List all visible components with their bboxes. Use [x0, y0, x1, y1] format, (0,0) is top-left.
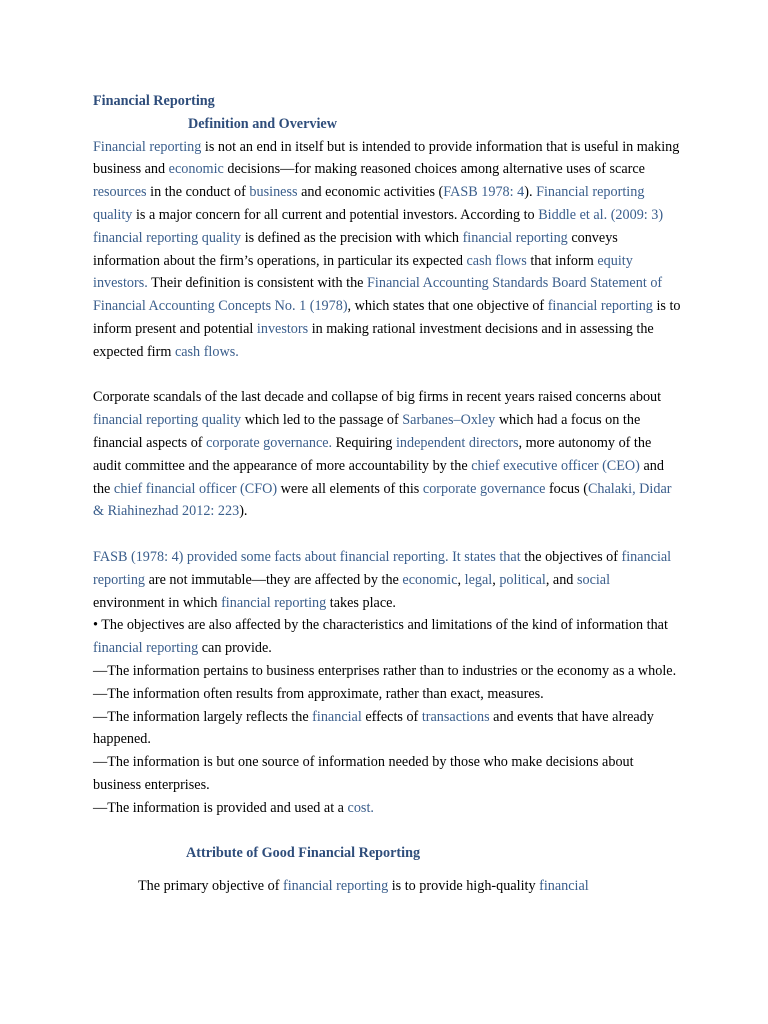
hyperlink[interactable]: cash flows. [174, 343, 239, 360]
hyperlink[interactable]: financial reporting [93, 640, 199, 657]
text-run: is to inform present and potential [93, 298, 681, 337]
text-run: effects of [361, 708, 422, 725]
hyperlink[interactable]: cost. [347, 799, 374, 816]
hyperlink[interactable]: financial [312, 708, 362, 725]
hyperlink[interactable]: Sarbanes–Oxley [402, 412, 496, 429]
hyperlink[interactable]: financial reporting quality [93, 229, 242, 246]
paragraph-definition [93, 136, 683, 364]
text-run: The primary objective of [138, 878, 283, 895]
hyperlink[interactable]: legal [464, 571, 493, 588]
hyperlink[interactable]: economic [168, 161, 224, 178]
text-run: environment in which [93, 594, 222, 611]
text-run: are not immutable—they are affected by the [145, 571, 403, 588]
text-run: in making rational investment decisions and in assessing the expected firm [93, 320, 654, 360]
hyperlink[interactable]: chief executive officer (CEO) [471, 457, 640, 474]
text-run: decisions—for making reasoned choices among alternative uses of scarce [223, 161, 645, 178]
hyperlink[interactable]: equity investors. [93, 252, 633, 292]
text-run: ). [239, 503, 248, 520]
hyperlink[interactable]: Financial Accounting Standards Board Statement of Financial Accounting Concepts No. 1 (1978) [93, 275, 663, 315]
hyperlink[interactable]: Financial reporting quality [93, 184, 645, 223]
text-run: is a major concern for all current and potential investors. According to [132, 206, 539, 223]
hyperlink[interactable]: investors [256, 320, 309, 337]
list-item-dash-cost [93, 797, 683, 820]
paragraph-fasb-facts [93, 546, 683, 614]
text-run: takes place. [326, 594, 396, 611]
hyperlink[interactable]: financial [539, 878, 589, 895]
text-run: can provide. [198, 640, 272, 657]
hyperlink[interactable]: corporate governance. [206, 434, 333, 451]
text-run: • The objectives are also affected by the characteristics and limitations of the kind of information that [93, 617, 668, 634]
text-run: , [492, 571, 500, 588]
text-run: , which states that one objective of [347, 298, 548, 315]
hyperlink[interactable]: political [499, 571, 546, 588]
document-body [93, 90, 683, 898]
text-run: is not an end in itself but is intended to provide information that is useful in making business and [93, 138, 680, 178]
text-run: —The information often results from approximate, rather than exact, measures. [93, 685, 544, 702]
hyperlink[interactable]: business [249, 184, 298, 201]
hyperlink[interactable]: financial reporting [93, 548, 672, 588]
text-run: is defined as the precision with which [241, 229, 463, 246]
paragraph-scandals [93, 386, 683, 523]
hyperlink[interactable]: social [576, 571, 611, 588]
hyperlink[interactable]: transactions [421, 708, 490, 725]
text-run: Corporate scandals of the last decade and collapse of big firms in recent years raised concerns about [93, 389, 662, 406]
hyperlink[interactable]: financial reporting [221, 594, 327, 611]
hyperlink[interactable]: resources [93, 184, 147, 201]
hyperlink[interactable]: FASB (1978: 4) provided some facts about financial reporting. It states that [93, 548, 521, 565]
hyperlink[interactable]: independent directors [395, 434, 519, 451]
text-run: and economic activities ( [297, 184, 444, 201]
text-run: focus ( [545, 480, 588, 497]
hyperlink[interactable]: chief financial officer (CFO) [113, 480, 278, 497]
list-item-dash-approximate [93, 683, 683, 706]
paragraph-primary-objective [93, 875, 683, 898]
text-run: and events that have already happened. [93, 708, 654, 748]
list-item-dash-pertains [93, 660, 683, 683]
hyperlink[interactable]: Biddle et al. (2009: 3) [538, 206, 664, 223]
hyperlink[interactable]: financial reporting [462, 229, 568, 246]
text-run: which led to the passage of [241, 412, 403, 429]
hyperlink[interactable]: FASB 1978: 4 [443, 184, 525, 201]
text-run: and the [93, 457, 664, 497]
text-run: is to provide high-quality [388, 878, 540, 895]
hyperlink[interactable]: financial reporting [282, 878, 389, 895]
text-run: which had a focus on the financial aspects of [93, 412, 641, 451]
text-run: ). [524, 184, 537, 201]
text-run: Requiring [332, 434, 396, 451]
hyperlink[interactable]: financial reporting [547, 298, 653, 315]
text-run: , [457, 571, 465, 588]
text-run: —The information is provided and used at a [93, 799, 348, 816]
text-run: —The information is but one source of information needed by those who make decisions about business enterprises. [93, 754, 634, 793]
text-run: —The information pertains to business enterprises rather than to industries or the economy as a whole. [93, 662, 677, 679]
section-heading-attribute: Attribute of Good Financial Reporting [186, 845, 421, 862]
section-heading-definition: Definition and Overview [188, 115, 337, 132]
hyperlink[interactable]: financial reporting quality [93, 412, 242, 429]
list-item-bullet-objectives [93, 614, 683, 660]
document-title: Financial Reporting [93, 93, 215, 109]
text-run: that inform [526, 252, 598, 269]
text-run: the objectives of [520, 548, 622, 565]
list-item-dash-effects [93, 706, 683, 752]
hyperlink[interactable]: Chalaki, Didar & Riahinezhad 2012: 223 [93, 480, 672, 520]
text-run: Their definition is consistent with the [147, 275, 368, 292]
hyperlink[interactable]: economic [402, 571, 458, 588]
hyperlink[interactable]: corporate governance [422, 480, 546, 497]
text-run: were all elements of this [277, 480, 423, 497]
text-run: conveys information about the firm’s operations, in particular its expected [93, 229, 618, 269]
hyperlink[interactable]: cash flows [466, 252, 527, 269]
text-run: —The information largely reflects the [93, 708, 313, 725]
list-item-dash-source [93, 751, 683, 797]
text-run: , more autonomy of the audit committee and the appearance of more accountability by the [93, 434, 652, 474]
text-run: , and [545, 571, 577, 588]
text-run: in the conduct of [146, 184, 250, 201]
hyperlink[interactable]: Financial reporting [93, 138, 202, 155]
